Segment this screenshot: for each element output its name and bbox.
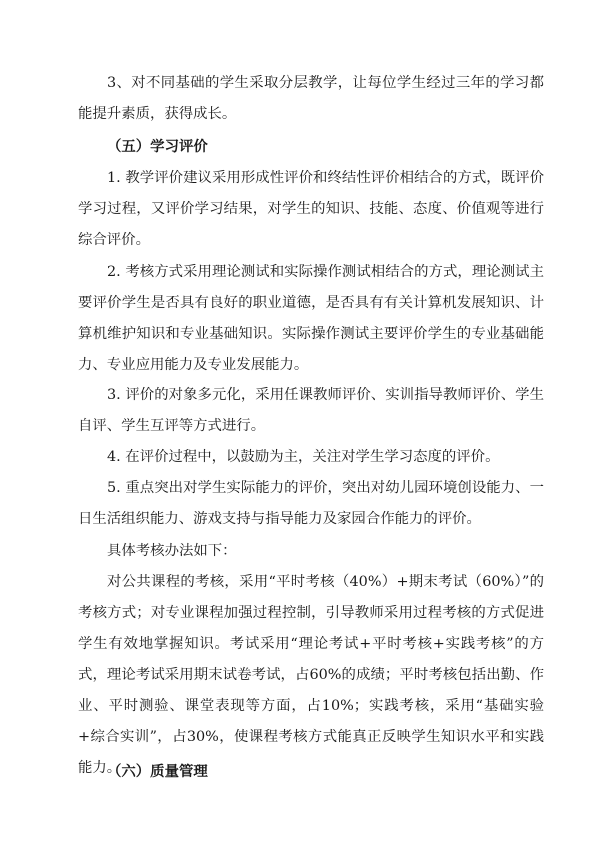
paragraph-eval-4: 4. 在评价过程中，以鼓励为主，关注对学生学习态度的评价。 bbox=[107, 449, 500, 465]
paragraph-method-intro: 具体考核办法如下： bbox=[107, 543, 237, 559]
paragraph-method-body: 对公共课程的考核，采用“平时考核（40%）+期末考试（60%）”的考核方式；对专业课程加强过程控制，引导教师采用过程考核的方式促进学生有效地掌握知识。考试采用“理论考试+平时考核+实践考核”的方式，理论考试采用期末试卷考试，占60%的成绩；平时考核包括出勤、作业、平时测验、课堂表现等方面，占10%；实践考核，采用“基础实验+综合实训”，占30%，使课程考核方式能真正反映学生知识水平和实践能力。 bbox=[78, 574, 544, 776]
paragraph-eval-1: 1. 教学评价建议采用形成性评价和终结性评价相结合的方式，既评价学习过程，又评价学习结果，对学生的知识、技能、态度、价值观等进行综合评价。 bbox=[78, 170, 544, 248]
paragraph-eval-3: 3. 评价的对象多元化，采用任课教师评价、实训指导教师评价、学生自评、学生互评等方式进行。 bbox=[78, 387, 544, 434]
section-heading-learning-evaluation: （五）学习评价 bbox=[107, 139, 208, 155]
section-heading-quality-management: （六）质量管理 bbox=[107, 764, 208, 780]
paragraph-eval-2: 2. 考核方式采用理论测试和实际操作测试相结合的方式，理论测试主要评价学生是否具有良好的职业道德，是否具有有关计算机发展知识、计算机维护知识和专业基础知识。实际操作测试主要评价学生的专业基础能力、专业应用能力及专业发展能力。 bbox=[78, 264, 544, 373]
paragraph-layered-teaching: 3、对不同基础的学生采取分层教学，让每位学生经过三年的学习都能提升素质，获得成长。 bbox=[78, 75, 544, 122]
paragraph-eval-5: 5. 重点突出对学生实际能力的评价，突出对幼儿园环境创设能力、一日生活组织能力、游戏支持与指导能力及家园合作能力的评价。 bbox=[78, 480, 544, 527]
